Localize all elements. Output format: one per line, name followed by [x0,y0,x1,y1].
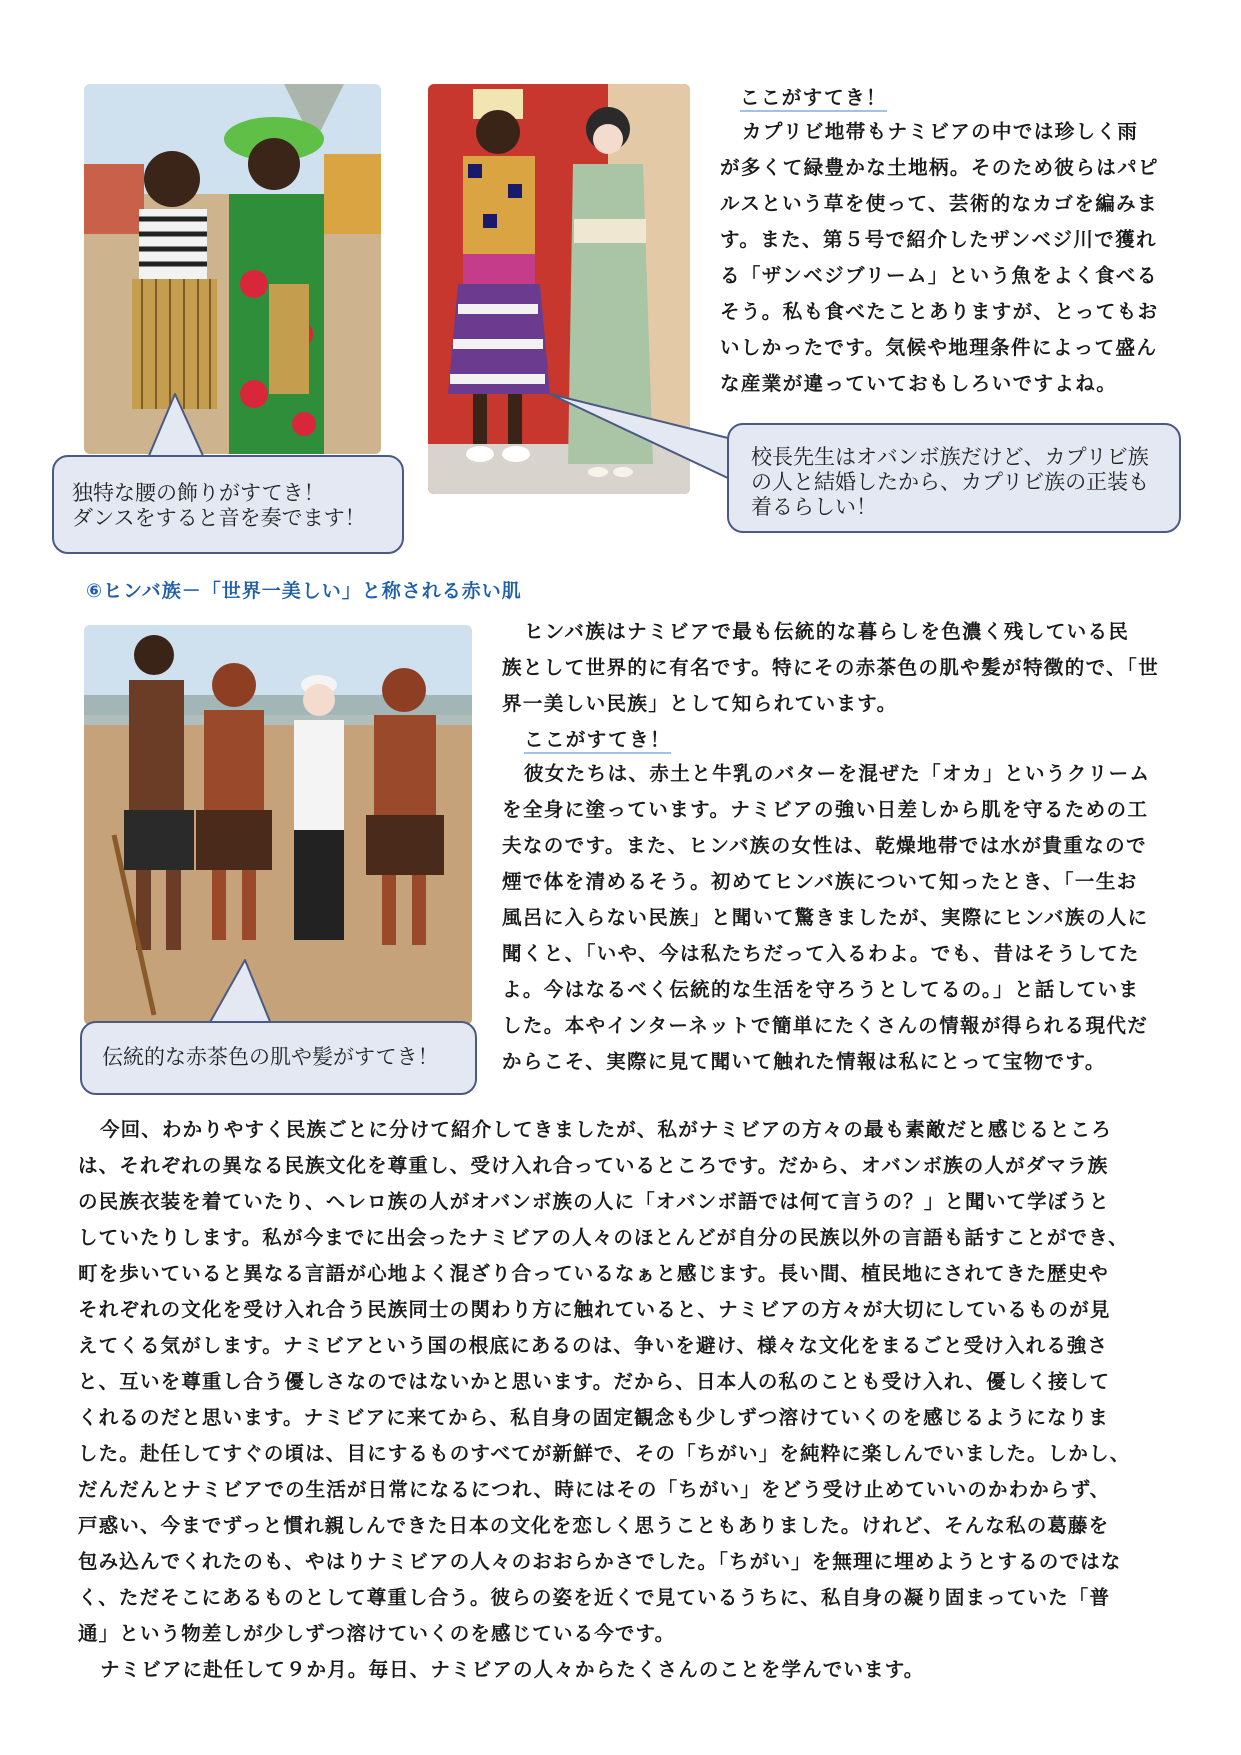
speech-bubble-himba [80,1021,477,1095]
text-line: の民族衣装を着ていたり、ヘレロ族の人がオバンボ族の人に「オバンボ語では何て言うの？」と聞いて学ぼうと [78,1190,1110,1213]
text-line: 族として世界的に有名です。特にその赤茶色の肌や髪が特徴的で、「世 [502,656,1160,679]
text-line: 今回、わかりやすく民族ごとに分けて紹介してきましたが、私がナミビアの方々の最も素敵だと感じるところ [100,1118,1112,1141]
caprivi-heading: ここがすてき！ [740,82,887,110]
photo-himba-group [84,625,472,1025]
text-line: 夫なのです。また、ヒンバ族の女性は、乾燥地帯では水が貴重なので [502,834,1147,857]
himba-heading: ここがすてき！ [524,724,671,752]
bubble-line: 着るらしい！ [751,495,877,519]
text-line: す。また、第５号で紹介したザンベジ川で獲れ [720,228,1157,251]
text-line: な産業が違っていておもしろいですよね。 [720,372,1118,395]
text-line: を全身に塗っています。ナミビアの強い日差しから肌を守るための工 [502,798,1149,821]
bubble-line: の人と結婚したから、カプリビ族の正装も [751,470,1150,494]
text-line: 町を歩いていると異なる言語が心地よく混ざり合っているなぁと感じます。長い間、植民地にされてきた歴史や [78,1262,1109,1285]
text-line: 界一美しい民族」として知られています。 [502,692,898,715]
bubble-line: 校長先生はオバンボ族だけど、カプリビ族 [751,445,1149,469]
waist-bubble-tail [140,392,210,462]
himba-bubble-tail [205,958,275,1028]
speech-bubble-waist [52,455,404,554]
speech-bubble-principal [727,423,1181,533]
text-line: くれるのだと思います。ナミビアに来てから、私自身の固定観念も少しずつ溶けていくのを感じるようになりま [78,1406,1109,1429]
text-line: した。赴任してすぐの頃は、目にするものすべてが新鮮で、その「ちがい」を純粋に楽しんでいました。しかし、 [78,1442,1131,1465]
text-line: ルスという草を使って、芸術的なカゴを編みま [720,192,1158,215]
text-line: る「ザンベジブリーム」という魚をよく食べる [720,264,1158,287]
text-line: く、ただそこにあるものとして尊重し合う。彼らの姿を近くで見ているうちに、私自身の凝り固まっていた「普 [78,1586,1111,1609]
text-line: が多くて緑豊かな土地柄。そのため彼らはパピ [720,156,1159,179]
himba-paragraph [502,756,1150,1080]
caprivi-paragraph [720,114,1159,402]
bubble-line: 伝統的な赤茶色の肌や髪がすてき！ [102,1045,439,1069]
text-line: カプリビ地帯もナミビアの中では珍しく雨 [742,120,1139,143]
text-line: そう。私も食べたことありますが、とってもお [720,300,1159,323]
text-line: 戸惑い、今までずっと慣れ親しんできた日本の文化を恋しく思うこともありました。けれど、そんな私の葛藤を [78,1514,1110,1537]
himba-intro-paragraph [502,614,1159,722]
text-line: と、互いを尊重し合う優しさなのではないかと思います。だから、日本人の私のことも受け入れ、優しく接して [78,1370,1111,1393]
text-line: は、それぞれの異なる民族文化を尊重し、受け入れ合っているところです。だから、オバンボ族の人がダマラ族 [78,1154,1109,1177]
bubble-line: 独特な腰の飾りがすてき！ [72,481,325,505]
text-line: 聞くと、「いや、今は私たちだって入るわよ。でも、昔はそうしてた [502,942,1140,965]
text-line: 包み込んでくれたのも、やはりナミビアの人々のおおらかさでした。「ちがい」を無理に埋めようとするのではな [78,1550,1122,1573]
text-line: していたりします。私が今までに出会ったナミビアの人々のほとんどが自分の民族以外の言語も話すことができ、 [78,1226,1129,1249]
principal-bubble-tail [548,392,738,492]
text-line: した。本やインターネットで簡単にたくさんの情報が得られる現代だ [502,1014,1149,1037]
text-line: 煙で体を清めるそう。初めてヒンバ族について知ったとき、「一生お [502,870,1138,893]
text-line: ヒンバ族はナミビアで最も伝統的な暮らしを色濃く残している民 [524,620,1130,643]
photo-women-waist-ornaments [84,84,381,454]
text-line: よ。今はなるべく伝統的な生活を守ろうとしてるの。」と話していま [502,978,1140,1001]
text-line: ナミビアに赴任して９か月。毎日、ナミビアの人々からたくさんのことを学んでいます。 [100,1658,925,1681]
text-line: それぞれの文化を受け入れ合う民族同士の関わり方に触れていると、ナミビアの方々が大切にしているものが見 [78,1298,1111,1321]
text-line: えてくる気がします。ナミビアという国の根底にあるのは、争いを避け、様々な文化をまるごと受け入れる強さ [78,1334,1109,1357]
bubble-line: ダンスをすると音を奏でます！ [72,506,366,530]
text-line: いしかったです。気候や地理条件によって盛ん [720,336,1158,359]
text-line: だんだんとナミビアでの生活が日常になるにつれ、時にはその「ちがい」をどう受け止めていいのかわからず、 [78,1478,1111,1501]
closing-paragraph [78,1112,1130,1688]
section-title-himba: ⑥ヒンバ族－「世界一美しい」と称される赤い肌 [86,580,522,602]
text-line: 風呂に入らない民族」と聞いて驚きましたが、実際にヒンバ族の人に [502,906,1149,929]
text-line: 彼女たちは、赤土と牛乳のバターを混ぜた「オカ」というクリーム [524,762,1151,785]
text-line: 通」という物差しが少しずつ溶けていくのを感じている今です。 [78,1622,676,1645]
text-line: からこそ、実際に見て聞いて触れた情報は私にとって宝物です。 [502,1050,1106,1073]
